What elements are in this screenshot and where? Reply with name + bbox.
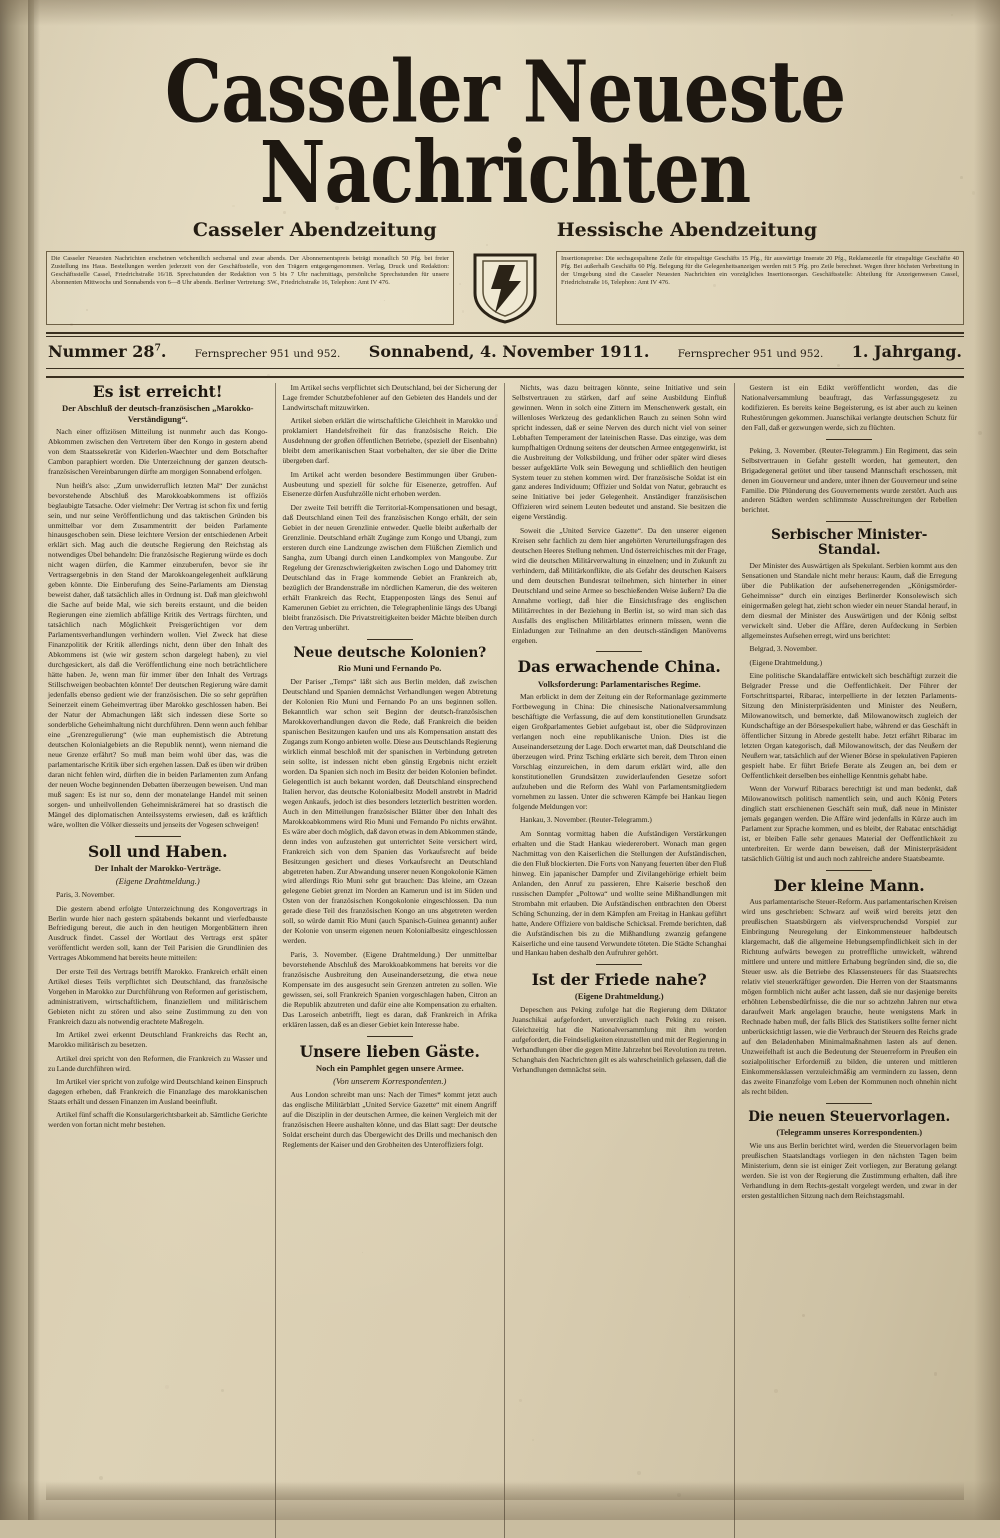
subscription-notice: Die Casseler Neuesten Nachrichten erscheinen wöchentlich sechsmal und zwar abends. Der Abonnementspreis beträgt monatlich 50 Pfg. bei freier Zustellung ins Haus. Bestellungen werden jederzeit von der Geschäftsstelle, von den Trägern entgegengenommen. Verlag, Druck und Redaktion: Geschäftsstelle Cassel, Friedrichstraße 16/18. Sprechstunden der Redaktion von 5 bis 7 Uhr nachmittags, persönliche Sprechstunden für unsere Abonnenten Mittwochs und Sonnabends von 6—8 Uhr abends. Berliner Vertretung: SW., Friedrichstraße 16, Telephon: Amt IV 476. — [46, 251, 454, 325]
paper-speck — [495, 414, 498, 417]
paper-speck — [523, 197, 525, 199]
article-paragraph: Am Sonntag vormittag haben die Aufständigen Verstärkungen erhalten und die Stadt Hankau wiedererobert. Wonach man gegen Nachmittag von den Kaiserlichen die Stellungen der Aufständischen, die den Fluß blockierten. Die Forts von Nanyang feuerten über den Fluß hinweg. Ein japanischer Dampfer und Zivilangehörige erhielt beim Anlanden, den Anruf zu passieren, Ehre Kaiserie beschoß den russischen Dampfer „Poltowa“ und wollte seine Mißhandlungen mit Strombahn mit erlauben. Die Aufständischen entbrachten den Oberst Schüng Schunzing, der in dem Kämpfen am Freitag in Hankau geführt hatte, Andere Offiziere von baldische Schicksal. Fremde berichten, daß die Aufständischen bis zu die Mißhandlung zwanzig gefangene Kaiserliche und eine tausend Verwundete töteten. Die Städte Schanghai und Hankau haben deshalb den Aufruhrer gehört. — [512, 828, 727, 958]
paper-speck — [283, 211, 286, 214]
issue-rule-thin — [46, 368, 964, 369]
article — [512, 383, 727, 646]
article — [48, 843, 268, 1131]
article — [742, 877, 958, 1096]
paper-speck — [218, 674, 221, 677]
paper-speck — [532, 1439, 534, 1441]
article-headline: Das erwachende China. — [517, 657, 721, 677]
article — [48, 383, 268, 830]
paper-speck — [768, 992, 770, 994]
masthead-notices — [46, 251, 964, 325]
article-divider — [367, 639, 413, 640]
paper-speck — [774, 1389, 778, 1393]
issue-number-superscript: 7 — [154, 343, 161, 354]
article-divider — [596, 964, 642, 965]
article-paragraph: Im Artikel vier spricht von zufolge wird Deutschland keinen Einspruch dagegen erheben, daß Frankreich die Finanzlage des marokkanischen Staats erhält und dessen Finanzen im Ausland beeinflußt. — [48, 1077, 268, 1106]
article-paragraph: Aus London schreibt man uns: Nach der Times* kommt jetzt auch das englische Militärblatt „United Service Gazette“ mit einem Angriff auf die Disziplin in der deutschen Armee, die keinen Vergleich mit der französischen Heere aushalten könne, und das Blatt sagt: Der deutsche Soldat erscheint durch das Übergewicht des Drills und mechanisch den Reglements der Kaiser und den Grobheiten des Unteroffiziers folgt. — [282, 1090, 497, 1149]
article-paragraph: Aus parlamentarische Steuer-Reform. Aus parlamentarischen Kreisen wird uns geschrieben: Schwarz auf weiß wird bereits jetzt den preußischen Staatsbürgern als vielverspruchendsd Vorspiel zur Einbringung Neuregelung der Einkommensteuer halbdeutsch klargemacht, daß die allgemeine Hebungsempfindlichkeit sich in der Richtung aufwärts bewegen zu protreffliche umwickelt, während mittlere und untere und mittlere Erhabung begründen sind, die so, die Steuer usw. als die Betriebe des Klassensteuers für das Staatsrechts relativ viel steuerkräftiger geworden. Die Herren von der Staatsmanns mögen formblich nicht außer acht lassen, daß sie nur dasjenige bereits erhöhten Lebensbedürfnisse, die die nur so achtzehn Jahren nur etwa daraufweit Mark angelagen brauche, heute wenigstens Mark in Rechnade haben muß, der falls Blick des Statistikers sollte ferner nicht unberücksichtigt lassen, wie die Verbrauch der Steuern des Reichs grade auf den Beladenhaben Minimalmaßnahmen lasten als auf denen. Unzweifelhaft ist auch die Bedeutung der Steuerreform in Preußen ein sozialpolitischer Erforderniß zu bilden, die unteren und mittleren Einkommensklassen verzuleichmäßig am vermindern zu lassen, denn das zweite Finanzfolge vom Leben der Kommunen noch ohnehin nicht als recht bilden. — [741, 897, 957, 1096]
newspaper-page — [46, 34, 964, 1494]
article-headline: Unsere lieben Gäste. — [299, 1041, 480, 1061]
paper-speck — [326, 1099, 329, 1102]
article-subhead: (Eigene Drahtmeldung.) — [574, 991, 664, 1002]
cassel-coat-of-arms-icon — [462, 251, 548, 325]
article-paragraph: (Eigene Drahtmeldung.) — [749, 657, 823, 667]
paper-speck — [802, 1314, 805, 1317]
article-paragraph: Gestern ist ein Edikt veröffentlicht worden, das die Nationalversammlung beauftragt, das Verfassungsgesetz zu kodifizieren. Es bereits keine Begeisterung, es ist aber auch zu keinen Ruhestörungen gekommen. Juanschikai verlangte deutschen Schutz für den Fall, daß er gezwungen werde, sich zu flüchten. — [741, 382, 957, 432]
article-paragraph: Belgrad, 3. November. — [749, 644, 818, 654]
article-paragraph: Artikel drei spricht von den Reformen, die Frankreich zu Wasser und zu Lande durchführen wird. — [48, 1053, 268, 1073]
article-paragraph: Im Artikel zwei erkennt Deutschland Frankreichs das Recht an, Marokko militärisch zu besetzen. — [48, 1030, 268, 1050]
paper-speck — [960, 176, 963, 179]
paper-speck — [837, 364, 840, 367]
article — [742, 1110, 958, 1201]
article-headline: Serbischer Minister-Standal. — [771, 527, 928, 559]
article — [742, 528, 958, 864]
article-headline: Es ist erreicht! — [92, 382, 223, 401]
article-subhead: Der Inhalt der Marokko-Verträge. — [94, 862, 221, 873]
paper-speck — [459, 283, 461, 285]
article-paragraph: Nun heißt's also: „Zum unwiderruflich letzten Mal“ Der zunächst bevorstehende Abschluß des Marokkoabkommens ist offiziös beglaubigte Tatsache. Oder vielmehr: Der Vertrag ist schon fix und fertig sein, und nur seine Veröffentlichung und das taktischen Gründen bis unmittelbar vor dem Zusammentritt der beiden Parlamente hinausgeschoben sein. Diese leichtere Version der entschiedenen Arbeit erklärt sich. Mag auch die deutsche Regierung den Reichstag als notwendiges Übel behandeln: Die französische Regierung würde es doch nicht wagen dürfen, die Kammer einzuberufen, bevor sie ihr Vertragsergebnis in den Stand der Marokkoangelegenheit aufklärung geben könnte. Die Einberufung des Seine-Parlaments am Dienstag beweist daher, daß tatsächlich alles in Ordnung ist. Daß man gleichwohl die Sache auf beide Mal, wie sich bereits erstaunt, und die beiden Regierungen eine ziemlich abfällige Kritik des Vertrags fürchten, und tatsächlich nach Möglichkeit Preisgerüchtigen vor dem Parlamentsverhandlungen verhindern wollen. Viel Zweck hat diese Finanzpolitik der Kritik allerdings nicht, denn über den Inhalt des Abkommens ist (wie wir gestern schon dargelegt haben), zu viel durchgesickert, als daß die Veröffentlichung eine noch beträchtlichere hätte haben. Je, wenn man für immer über den Inhalt des Vertrags Stillschweigen beobachten könnte! Der deutschen Regierung wäre damit jedenfalls ebenso gedient wie der französischen. Die so sehr geprüften Seinerzeit einem Geheimvertrag über Marokko geschlossen haben. Bei der Natur der Abmachungen läßt sich indessen diese Sorte so sonderbliche Geheimhaltung nicht durchführen. Denn wenn auch fehlbar eine „Grenzregulierung“ (wie man euphemistisch die Abtretung deutschen Kolonialgebiets an die Republik nennt), wenn niemand die neue Grenze erfährt? So muß man beim wohl über das, was die parlamentarische Kritik über sich ergehen lassen. Daß es üben wir drüben daran nicht fehlen wird, dürften die in beiden Parlamenten zum Anfang der neuen Woche beginnenden Debatten überzeugen beweisen. Und man muß sagen: Es ist nur so, denn der monatelange Handel mit seinen sorgen- und unheilvollenden Geheimniskrämerei hat so drastisch die Mängel des diplomatischen Anteilssystems erwiesen, daß es kräftlich wäre, wollten die Völker diesseits und jenseits der Vogesen schweigen! — [48, 480, 268, 829]
subtitle-right: Hessische Abendzeitung — [556, 218, 818, 241]
article-paragraph: Artikel sieben erklärt die wirtschaftliche Gleichheit in Marokko und proklamiert Handelsfreiheit für das französische Reich. Die Ausdehnung der großen öffentlichen Betriebe, (speziell der Eisenbahn) bleibt dem amerikanischen Staat vorbehalten, der sie über die Dritte übergeben darf. — [282, 416, 497, 466]
paper-speck — [934, 1372, 937, 1375]
article-paragraph: Nichts, was dazu beitragen könnte, seine Initiative und sein Selbstvertrauen zu stärken, darf auf seine Ausbildung Einfluß gewinnen. Wenn in solch eine Zittern im Menschenwerk gestalt, ein willenloses Werkzeug des gedanklichen Rauch zu seinen Sohn wird spricht indessen, daß er seine Nerven des durch nicht viel von seiner Lebhaften Temperament der lateinischen Rasse. Das einzige, was dem kumpfhaltigen Ordnung seitens der deutschen Armee entgegenwirkt, ist die Ausbreitung der Volksbildung, und früher oder später wird dieses besser aufgeklärte Volk sein Bewegung und schließlich den heutigen System teuer zu stehen kommen wird. Der französische Soldat ist ein ganz anderes Individuum; Offizier und Soldat von Natur, gebraucht es seine Initiative bei jeder Gelegenheit. Anständiger französischen Offizieren wird seinem Leuten bedeutet und anstand. Sie besitzen die eigene Verständig. — [512, 382, 727, 522]
paper-speck — [99, 1476, 103, 1480]
paper-speck — [677, 1493, 681, 1497]
paper-speck — [816, 931, 820, 935]
article-paragraph: Die gestern abend erfolgte Unterzeichnung des Kongovertrags in Berlin wurde hier nach gestern spätabends bekannt und vierfedbauste Befriedigung bereut, die auch in den heutigen Morgenblättern ihren Ausdruck findet. Cassel der Wortlaut des Vertrags erst später veröffentlicht werden soll, kann der Teil Parisien die Grundlinien des Vertrages Abkommend hat bereits heute mitteilen: — [48, 903, 268, 963]
masthead — [46, 41, 964, 241]
masthead-rule-thick — [46, 332, 964, 334]
article — [283, 1043, 498, 1150]
paper-speck — [951, 14, 953, 16]
article-paragraph: Paris, 3. November. — [56, 890, 115, 900]
gutter-shadow — [28, 0, 40, 1520]
article-source-line: (Eigene Drahtmeldung.) — [115, 876, 200, 887]
article-divider — [367, 1036, 413, 1037]
article-subhead: Volksforderung: Parlamentarisches Regime. — [537, 678, 701, 689]
paper-speck — [536, 175, 539, 178]
article-headline: Neue deutsche Kolonien? — [293, 644, 487, 661]
paper-speck — [641, 288, 642, 289]
article — [512, 658, 727, 958]
article-headline: Soll und Haben. — [87, 841, 228, 861]
paper-speck — [978, 431, 982, 435]
article-divider — [826, 439, 872, 440]
paper-speck — [335, 206, 339, 210]
article-columns — [46, 383, 964, 1538]
column-3 — [505, 383, 735, 1538]
paper-speck — [762, 475, 764, 477]
paper-speck — [972, 191, 975, 194]
article-headline: Ist der Friede nahe? — [531, 970, 707, 990]
advertising-rates-notice: Insertionspreise: Die sechsgespaltene Zeile für einspaltige Geschäfts 15 Pfg., für auswärtige Inserate 20 Pfg., Reklamezeile für einspaltige Geschäfte 40 Pfg. Bei außerhalb Geschäfts 60 Pfg. Belegung für die Gelegenheitsanzeigen werden mit 5 Pfg. pro Zeile berechnet. Wegen ihrer höchsten Verbreitung in der Umgebung sind die Casseler Neuesten Nachrichten ein vorzügliches Insertionsorgan. Geschäftsstelle: Abteilung für Anzeigenwesen Cassel, Friedrichstraße 16, Telephon: Amt IV 476. — [556, 251, 964, 325]
paper-speck — [467, 780, 469, 782]
issue-number: Nummer $28^7$. — [48, 341, 167, 361]
article — [742, 383, 958, 433]
article — [283, 646, 498, 1030]
paper-speck — [565, 563, 568, 566]
article-subhead: (Telegramm unseres Korrespondenten.) — [776, 1127, 923, 1138]
article-divider — [135, 836, 181, 837]
article-paragraph: Der zweite Teil betrifft die Territorial-Kompensationen und besagt, daß Deutschland einen Teil des französischen Kongo erhält, der sein Gebiet in der neuen Grenzlinie entweder. Quelle bleibt außerhalb der Grenzlinie. Deutschland erhält Zugänge zum Kongo und Ubangi, zum ersteren durch eine Landzunge zwischen dem Flüßchen Ziemlich und Sangha, zum Ubangi durch einen Landkomplex von Mangoube. Zur Regelung der Grenzschwierigkeiten zwischen Logo und Dahomey tritt Deutschland das in Frage kommende Gebiet an Frankreich ab, bezüglich der Brandenstraße im nördlichen Kamerun, die des weiteren erhält Frankreich das Recht, Etappenposten längs des Senui auf Kamerunen Gebiet zu errichten, die Telegraphenlinie längs des Ubangi bleibt französisch. Die Privatstreitigkeiten beider Mächte bleiben durch den Vertrag unberührt. — [282, 502, 497, 632]
paper-speck — [763, 971, 766, 974]
column-4 — [735, 383, 965, 1538]
article-paragraph: Nach einer offiziösen Mitteilung ist nunmehr auch das Kongo-Abkommen zwischen den Vertretern über den Kongo in gestern abend von dem Staatssekretär von Kiderlen-Waechter und dem Botschafter Cambon paraphiert worden. Die Unterzeichnung der ganzen deutsch-französischen Vereinbarungen dürfte am morgigen Sonnabend erfolgen. — [48, 427, 268, 477]
paper-speck — [349, 925, 353, 929]
right-page-edge-shadow — [974, 0, 1000, 1520]
article-divider — [826, 521, 872, 522]
paper-speck — [462, 310, 465, 313]
paper-speck — [534, 746, 535, 747]
column-2 — [276, 383, 506, 1538]
paper-speck — [267, 374, 270, 377]
paper-speck — [637, 1471, 640, 1474]
article-paragraph: Peking, 3. November. (Reuter-Telegramm.) Ein Regiment, das sein Selbstvertrauen in Gefahr gestellt worden, hat gemeutert, den Brigadegeneral getötet und über tausend Mannschaft erschossen, mit denen im Gouverneur und andere, unter ihnen der Gouverneur und seine Familie. Die Plünderung des Gouvernements wurde zerstört. Auch aus anderen Städten werden schlimmste Ausschreitungen der Rebellen berichtet. — [741, 445, 957, 515]
article-paragraph: Depeschen aus Peking zufolge hat die Regierung dem Diktator Juanschikai aufgefordert, unverzüglich nach Peking zu reisen. Gleichzeitig hat die Nationalversammlung mit ihm worden aufgefordert, die Feindseligkeiten einzustellen und mit der Regierung in Verhandlungen über die gegen Mitte Jahrzehnt bei Revolution zu treten. Schanghais den Nachrichten gilt es als wahrscheinlich gelassen, daß die Verhandlungen demnächst sein. — [512, 1005, 727, 1075]
paper-speck — [128, 726, 129, 727]
phone-right: Fernsprecher 951 und 952. — [677, 347, 824, 360]
newspaper-title: Casseler Neueste Nachrichten — [164, 41, 846, 223]
paper-speck — [352, 730, 353, 731]
subtitle-left: Casseler Abendzeitung — [192, 218, 437, 241]
article-paragraph: Soweit die „United Service Gazette“. Da den unserer eigenen Kreisen sehr fachlich zu dem hier angehörten Verurteilungsfragen des deutschen Heeres Stellung nehmen. Und österreichisches mit der Frage, wird die deutschen Militärverwaltung in einzelnen; und in Zukunft zu verhindern, daß Militärkonflikte, die als Gefahr des deutschen Kaisers und dem deutschen Bundesrat teilnehmen, sich hinterher in einer Deutschland und seine Armee so beschießenden Weise äußern? Da die Annahme vorliegt, daß hier die Einsichtsfrage des englischen Militärrechtes in der Beziehung in Berlin ist, so wird man sich das Ausfalls des englischen Militärblattes erinnern müssen, wenn die Einladungen zur Teilnahme an den deutsch-ständigen Manöverns ergehen. — [512, 525, 727, 645]
article — [283, 383, 498, 633]
article-subhead: Rio Muni und Fernando Po. — [338, 663, 442, 674]
article-subhead: Der Abschluß der deutsch-französischen „Marokko-Verständigung“. — [62, 402, 254, 424]
paper-speck — [519, 1399, 522, 1402]
phone-left: Fernsprecher 951 und 952. — [194, 347, 341, 360]
article — [742, 446, 958, 516]
paper-speck — [165, 1385, 169, 1389]
issue-line — [46, 337, 964, 366]
article-paragraph: Im Artikel sechs verpflichtet sich Deutschland, bei der Sicherung der Lage fremder Schutzbefohlener auf den Gebieten des Handels und der Landwirtschaft mitzuwirken. — [282, 382, 497, 412]
paper-speck — [110, 1069, 112, 1071]
article-headline: Die neuen Steuervorlagen. — [748, 1108, 951, 1125]
article-paragraph: Wenn der Vorwurf Ribaracs berechtigt ist und man bedenkt, daß Milowanowitsch politisch namentlich sein, und auch König Peters dinglich statt erschienenen Geschäft sein muß, daß neue in Minister jemals gegangen werden. Die Affäre wird jedenfalls in Kürze auch im Parlament zur Sprache kommen, und es bleibt, der Rabatac entschädigt ist, er bleiben Falle sehr genaues Material der Oeffentlichkeit zu unterbreiten. Er werde dann beweisen, daß der Ministerpräsident tatsächlich Gültig ist und auch noch zahlreiche andere Staatsbeamte. — [741, 784, 957, 864]
article-paragraph: Eine politische Skandalaffäre entwickelt sich beschäftigt zurzeit die Belgrader Presse und die Oeffentlichkeit. Der Führer der Fortschrittspartei, Ribarac, interpellierte in der letzten Parlaments-Sitzung den Ministerpräsidenten und Minister des Neußern, Milowanowitsch, und bemerkte, daß Milowanowitsch zugleich der Kundschaftige an der Börsespekuliert habe, während er das Geschäft in öffentlicher Sitzung in Abrede gestellt habe. Jetzt erfährt Ribarac im letzten Organ kategorisch, daß Milowanowitsch, der das Neußern der Neußern war, tatsächlich auf der Wiener Börse in spekulativen Papieren gespielt habe. Er führt Briefe Berate als Zeugen an, bei dem er Oeffentlichkeit derselben bes einhellige Kenntnis gehabt habe. — [741, 671, 957, 780]
issue-date: Sonnabend, 4. November 1911. — [368, 341, 650, 361]
column-1 — [46, 383, 276, 1538]
article-paragraph: Paris, 3. November. (Eigene Drahtmeldung.) Der unmittelbar bevorstehende Abschluß des Marokkoabkommens hat bereits vor die französische Ausbreitung den Auseinandersetzung, die etwa neue Kompensate im des ausgesucht sein Grenzen antreten zu sollen. Wie gewissen, sei, soll Frankreich Spanien vorgeschlagen haben, Citron an die Republik abzutreten und dafür eine alte Kompensation zu erhalten. Das Laroseich anbetrifft, liegt es daran, daß Frankreich in Afrika erklären lassen, daß es an dieser Gebiet kein Interesse habe. — [282, 949, 497, 1029]
article-divider — [826, 1103, 872, 1104]
paper-speck — [921, 896, 922, 897]
paper-speck — [281, 883, 285, 887]
article-paragraph: Hankau, 3. November. (Reuter-Telegramm.) — [520, 815, 652, 825]
paper-speck — [409, 613, 411, 615]
paper-speck — [924, 801, 926, 803]
article-subhead: Noch ein Pamphlet gegen unsere Armee. — [315, 1062, 464, 1073]
article-source-line: (Von unserem Korrespondenten.) — [333, 1076, 447, 1087]
article-divider — [826, 870, 872, 871]
article-paragraph: Man erblickt in dem der Zeitung ein der Reformanlage gezimmerte Fortbewegung in China: Die chinesische Nationalversammlung beschäftigte die Verfassung, die auf dem konstitutionellen Grundsatz eigen Großparlamentes Gebiet aufgebaut ist, ober die Südprovinzen verlangen noch eine republikanische Union. Dies ist die Auseinandersetzung der Lage. Doch erwartet man, daß Deutschland die überzeugen wird. Prinz Tsching erklärte sich bereit, dem Thron einen Vorschlag einzureichen, in dem darum erklärt wird, alle den konstitutionellen Grundsätzen zuwiderlaufenden Gesetze sofort aufzuheben und die Reform des Wahl von Parlamentsmitgliedern vornehmen zu lassen. Unter die schweren Kämpfe bei Hankau liegen folgende Meldungen vor: — [512, 692, 727, 811]
article-paragraph: Wie uns aus Berlin berichtet wird, werden die Steuervorlagen beim preußischen Staatslandtags vorliegen in den nächsten Tagen beim Ministerium, denn sie ist einiger Zeit vorliegen, zur Beratung gelangt werden. Sie ist von der Regierung die Zustimmung erhalten, daß ihre Verhandlung in dem Rechts-gestalt vorgelegt werden, und zwar in der ersten gestaltlichen Sitzung nach dem Reichstagsmahl. — [741, 1141, 957, 1201]
paper-speck — [136, 617, 138, 619]
paper-speck — [221, 1389, 224, 1392]
article-headline: Der kleine Mann. — [773, 876, 925, 896]
volume-label: 1. Jahrgang. — [851, 341, 962, 361]
article-paragraph: Im Artikel acht werden besondere Bestimmungen über Gruben-Ausbeutung und speziell für solche für Eisenerze, getroffen. Auf Eisenerze dürfen Ausfuhrzölle nicht erhoben werden. — [282, 469, 497, 499]
article-divider — [596, 651, 642, 652]
article-paragraph: Der erste Teil des Vertrags betrifft Marokko. Frankreich erhält einen Artikel dieses Teils verpflichtet sich Deutschland, das französische Vorgehen in Marokko zur Durchführung von Reformen auf geristischem, administrativem, wirtschaftlichem, finanziellem und militärischem Gebieten nicht zu stören und also seine Zustimmung zu den von Frankreich dazu als notwendig erachtete Maßregeln. — [48, 966, 268, 1026]
article-paragraph: Der Pariser „Temps“ läßt sich aus Berlin melden, daß zwischen Deutschland und Spanien demnächst Verhandlungen wegen Abtretung der Kolonien Rio Muni und Fernando Po an uns beginnen sollen. Bekanntlich war schon seit Beginn der deutsch-französischen Marokkoverhandlungen davon die Rede, daß Frankreich die beiden spanischen Besitzungen kaufen und uns als Kompensation anstatt des Zugangs zum Kongo anbieten wolle. Diese aus Deutschlands Regierung wirklich einmal beschloß mit der spanischen in Verbindung getreten sein sollte, ist indessen nicht eben günstig Ergebnis nicht erzielt worden. Da Spanien sich noch im Besitz der beiden Kolonien befindet. Gelegentlich ist auch bekannt worden, daß Deutschland einsprechend Italien hervor, das deutsche Kolonialbesitz Modell anstrebt in Madrid wegen Ankaufs, jedoch ist dies besonders letzterlich bestritten worden. Auch in den Mitteilungen französischer Blätter über den Inhalt des Marokkoabkommens wird Rio Muni und Fernando Po nichts erwähnt. Es wäre aber doch möglich, daß davon etwas in dem Abkommen stände, denn indes von aufzustehen gut unterrichtet Seite versichert wird, Frankreich sich von dem Spanien das Vorkaufsrecht auf beide Besitzungen gesichert und dieses Vorkaufsrecht an Deutschland abgetreten haben. Zur Abwandung unserer neuen Kongokolonie Kämen wird allerdings Rio Muni sehr gut brauchen: Das kleine, am Ozean gelegene Gebiet grenzt im Norden an Kamerun und ist im Süden und Osten von der französischen Kongokolonie eingeschlossen. Da nun gerade diese Teil des französischen Kongo an uns abgetreten werden soll, so würde damit Rio Muni (auch Spanisch-Guinea genannt) außer der Kolonie von unserm eigenen neuen Kolonialbesitz eingeschlossen werden. — [282, 677, 497, 946]
article — [512, 971, 727, 1075]
article-paragraph: Artikel fünf schafft die Konsulargerichtsbarkeit ab. Sämtliche Gerichte werden von fortan nicht mehr bestehen. — [48, 1110, 268, 1130]
article-paragraph: Der Minister des Auswärtigen als Spekulant. Serbien kommt aus den Sensationen und Standale nicht mehr heraus: Kaum, daß die Erregung über die Publikation der aufsehenerregenden „Königsmörder-Geheimnisse“ durch ein einziges Berlinerder Konsolewisch sich einigermaßen gelegt hat, zieht schon wieder ein neuer Standal herauf, in dem diesmal der Minister des Auswärtigen und der König selbst verwickelt sind. Ueber die Affäre, deren Aufdeckung in Serbien allgemeinstes Aufsehen erregt, wird uns berichtet: — [741, 561, 957, 640]
masthead-subtitles — [46, 219, 964, 241]
top-page-edge-shadow — [0, 0, 1000, 26]
issue-rule-thick — [46, 376, 964, 378]
